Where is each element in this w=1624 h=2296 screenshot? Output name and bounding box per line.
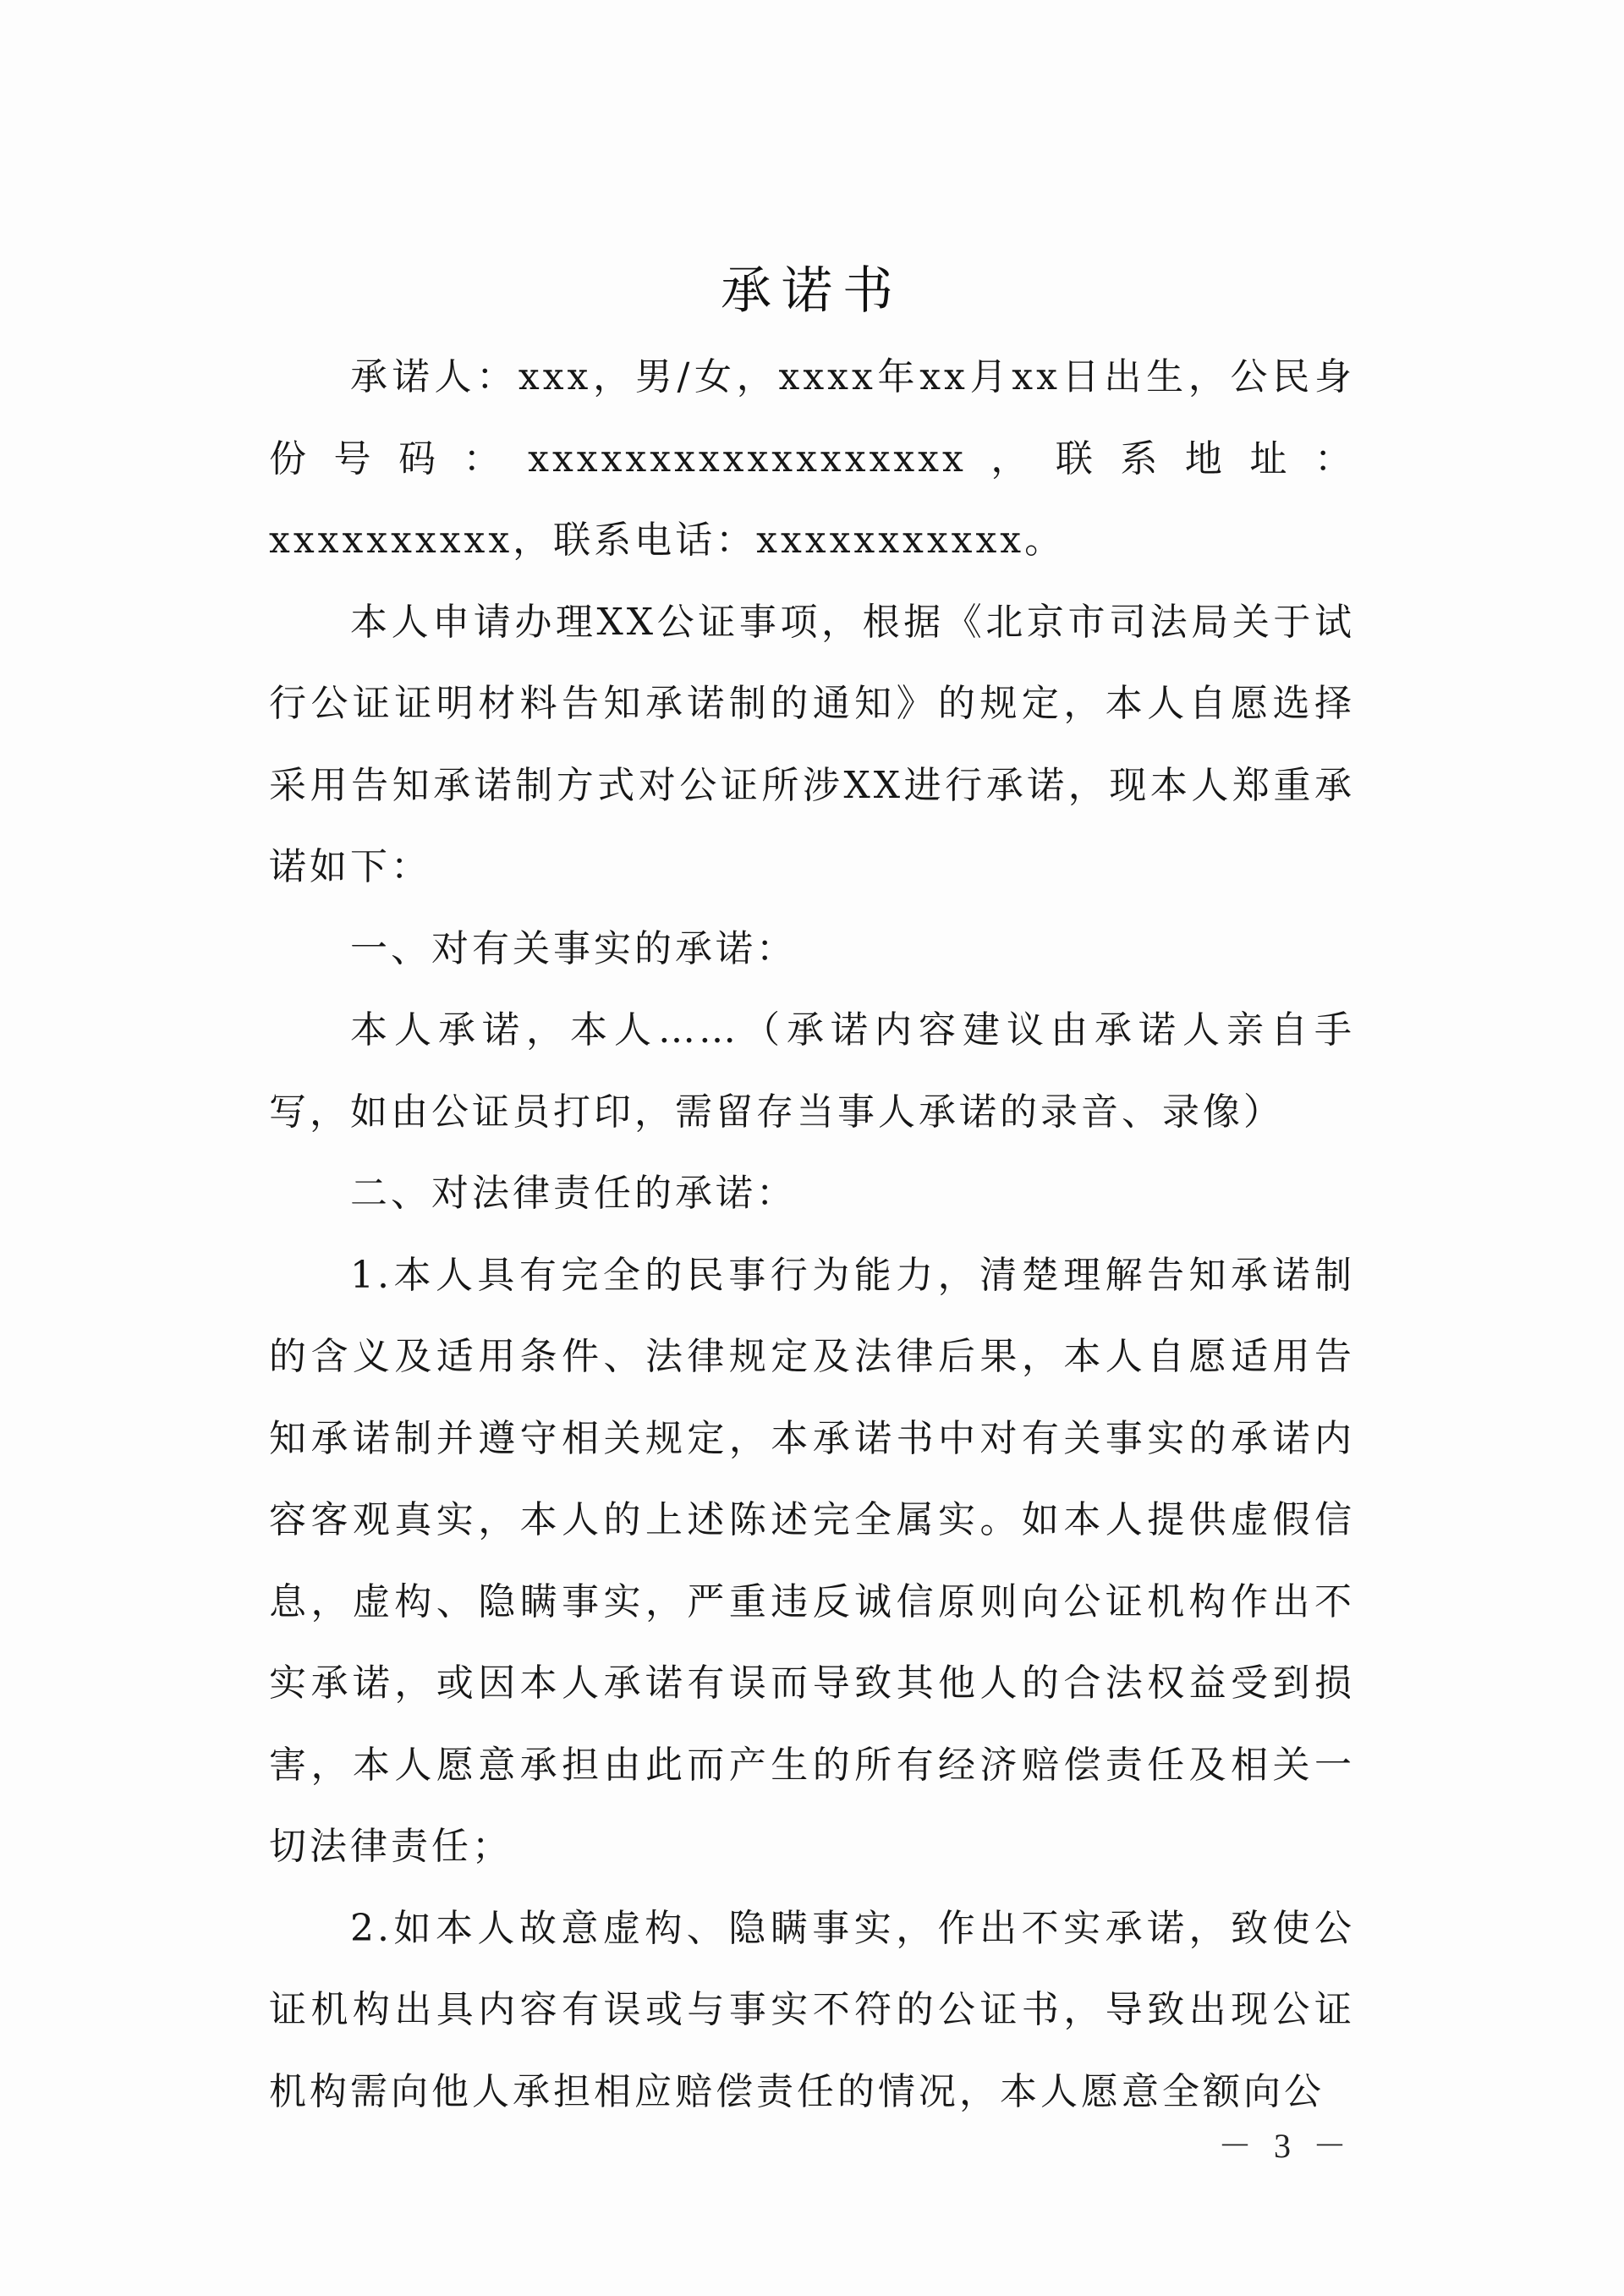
paragraph-application: 本人申请办理XX公证事项，根据《北京市司法局关于试行公证证明材料告知承诺制的通知》的规定，本人自愿选择采用告知承诺制方式对公证所涉XX进行承诺，现本人郑重承诺如下： [269,600,1355,888]
paragraph-promisor-info: 承诺人：xxx，男/女，xxxx年xx月xx日出生，公民身份号码：xxxxxxxxxxxxxxxxxx，联系地址：xxxxxxxxxx，联系电话：xxxxxxxxxxx。 [269,355,1355,562]
page-number: － 3 － [1218,2127,1353,2165]
paragraph-liability-item-1: 1.本人具有完全的民事行为能力，清楚理解告知承诺制的含义及适用条件、法律规定及法律后果，本人自愿适用告知承诺制并遵守相关规定，本承诺书中对有关事实的承诺内容客观真实，本人的上述陈述完全属实。如本人提供虚假信息，虚构、隐瞒事实，严重违反诚信原则向公证机构作出不实承诺，或因本人承诺有误而导致其他人的合法权益受到损害，本人愿意承担由此而产生的所有经济赔偿责任及相关一切法律责任； [269,1253,1355,1868]
section-heading-facts: 一、对有关事实的承诺： [350,926,797,970]
section-heading-legal-liability: 二、对法律责任的承诺： [350,1172,797,1215]
paragraph-facts-promise: 本人承诺，本人……（承诺内容建议由承诺人亲自手写，如由公证员打印，需留存当事人承诺的录音、录像） [269,1008,1355,1134]
document-title: 承诺书 [721,261,903,321]
document-body [269,337,1355,2133]
paragraph-liability-item-2: 2.如本人故意虚构、隐瞒事实，作出不实承诺，致使公证机构出具内容有误或与事实不符的公证书，导致出现公证机构需向他人承担相应赔偿责任的情况，本人愿意全额向公 [269,1906,1355,2113]
